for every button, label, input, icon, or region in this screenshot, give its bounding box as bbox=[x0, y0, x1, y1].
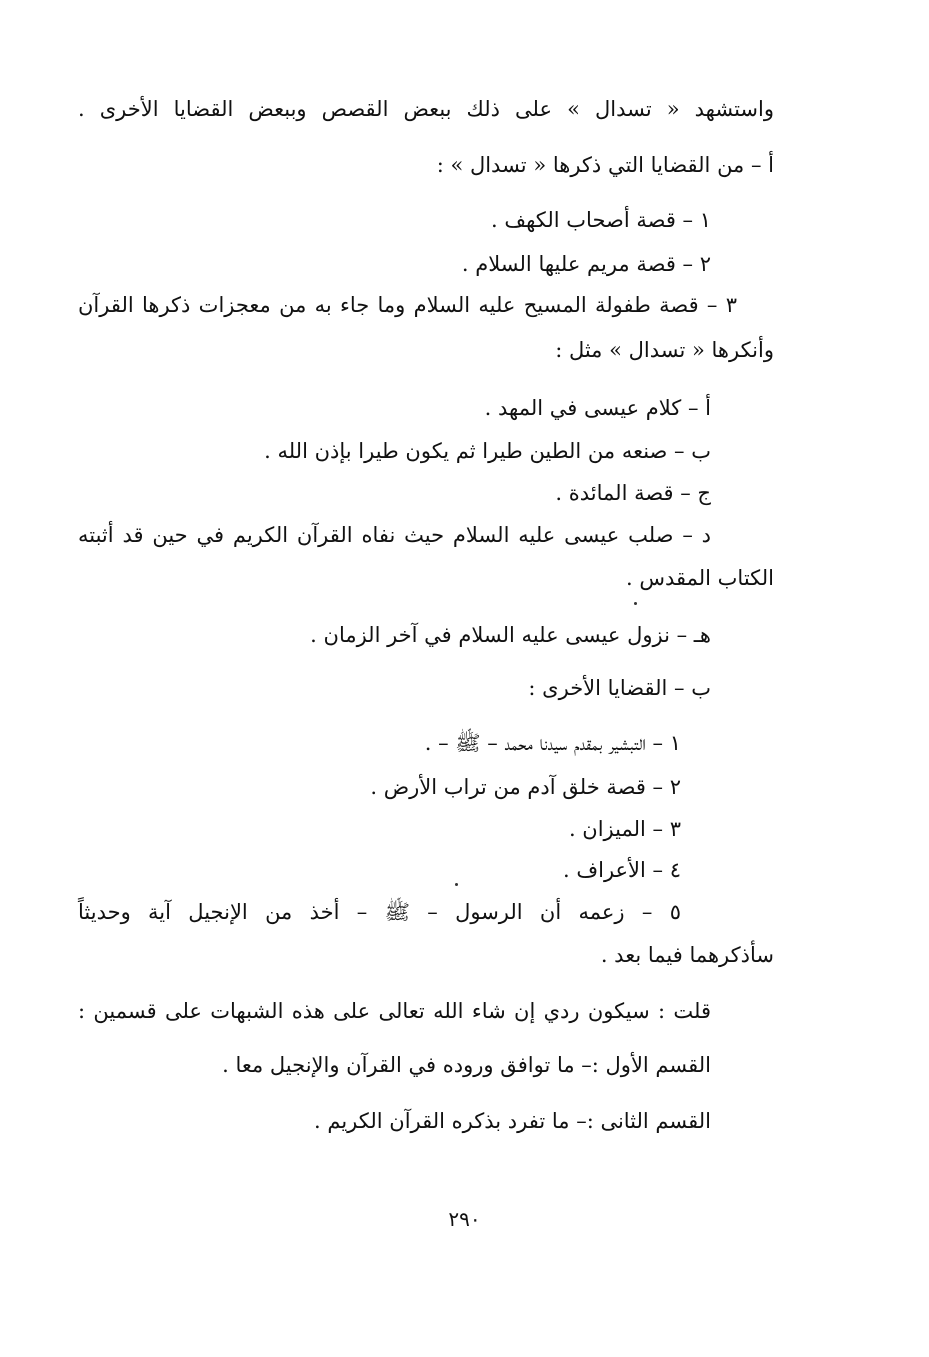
list-item: ٥ – زعمه أن الرسول – ﷺ – أخذ من الإنجيل آية وحديثاً bbox=[78, 900, 681, 924]
list-item: ٣ – قصة طفولة المسيح عليه السلام وما جاء به من معجزات ذكرها القرآن bbox=[78, 293, 737, 317]
list-item: ١ – قصة أصحاب الكهف . bbox=[491, 208, 711, 232]
section-heading-b: ب – القضايا الأخرى : bbox=[528, 676, 711, 700]
scan-speck bbox=[455, 883, 458, 886]
text-line: القسم الأول :– ما توافق وروده في القرآن والإنجيل معا . bbox=[222, 1053, 711, 1077]
list-item: ج – قصة المائدة . bbox=[555, 481, 711, 505]
list-item: ٣ – الميزان . bbox=[568, 817, 681, 841]
list-item: ٢ – قصة مريم عليها السلام . bbox=[461, 252, 711, 276]
list-item: هـ – نزول عيسى عليه السلام في آخر الزمان . bbox=[310, 623, 711, 647]
list-item: ١ – التبشير بمقدم سيدنا محمد – ﷺ – . bbox=[424, 731, 681, 755]
list-item: أ – كلام عيسى في المهد . bbox=[484, 396, 711, 420]
list-item: د – صلب عيسى عليه السلام حيث نفاه القرآن الكريم في حين قد أثبته bbox=[78, 523, 711, 547]
text-line: قلت : سيكون ردي إن شاء الله تعالى على هذه الشبهات على قسمين : bbox=[78, 999, 711, 1023]
scan-speck bbox=[634, 602, 637, 605]
text-line: القسم الثانى :– ما تفرد بذكره القرآن الكريم . bbox=[314, 1109, 711, 1133]
list-item: ب – صنعه من الطين طيرا ثم يكون طيرا بإذن الله . bbox=[264, 439, 711, 463]
text-line: الكتاب المقدس . bbox=[625, 566, 774, 590]
list-item: ٢ – قصة خلق آدم من تراب الأرض . bbox=[370, 775, 681, 799]
text-line: واستشهد « تسدال » على ذلك ببعض القصص وببعض القضايا الأخرى . bbox=[78, 97, 774, 121]
page-number: ٢٩٠ bbox=[448, 1207, 481, 1231]
text-line: وأنكرها « تسدال » مثل : bbox=[555, 338, 774, 362]
list-item: ٤ – الأعراف . bbox=[562, 858, 681, 882]
text-line: سأذكرهما فيما بعد . bbox=[600, 943, 774, 967]
section-heading-a: أ – من القضايا التي ذكرها « تسدال » : bbox=[436, 153, 774, 177]
